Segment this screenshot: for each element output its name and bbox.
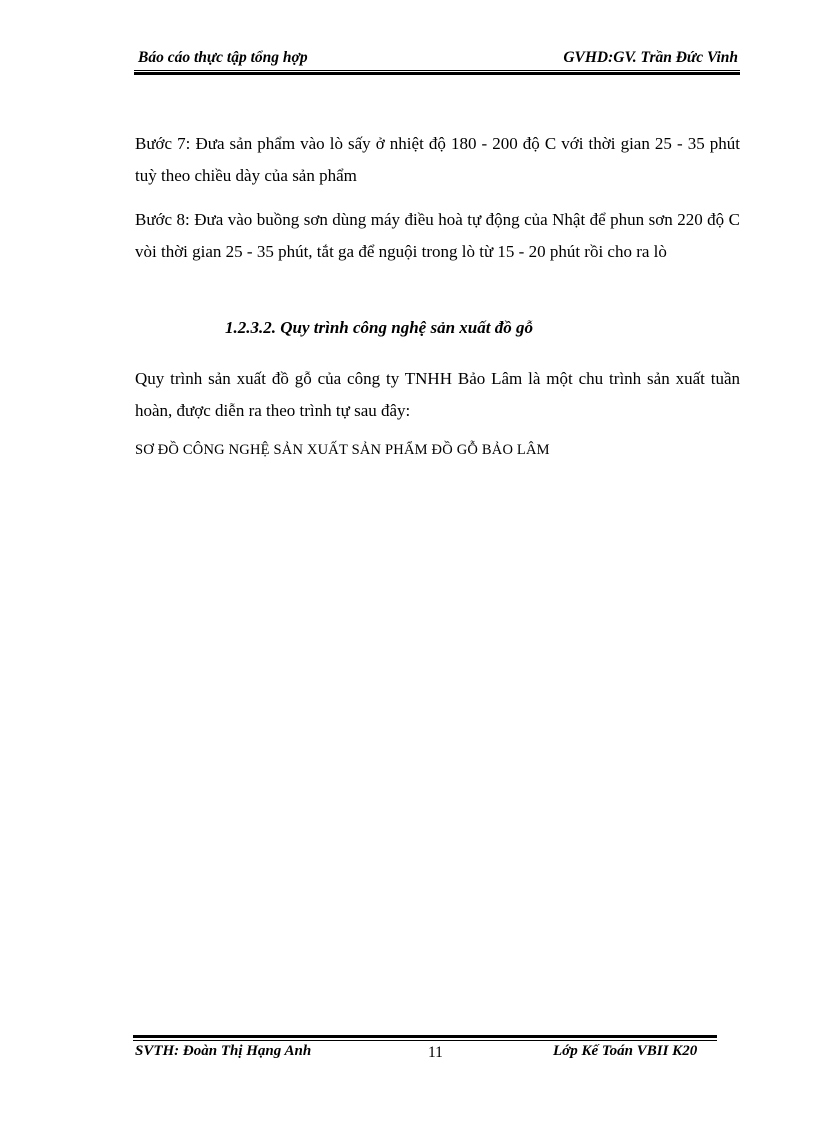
diagram-title: SƠ ĐỒ CÔNG NGHỆ SẢN XUẤT SẢN PHẨM ĐỒ GỖ BẢO LÂM xyxy=(135,442,550,458)
page-number: 11 xyxy=(428,1044,443,1061)
paragraph-process-intro: Quy trình sản xuất đồ gỗ của công ty TNHH Bảo Lâm là một chu trình sản xuất tuần hoàn, được diễn ra theo trình tự sau đây: xyxy=(135,369,740,420)
header-divider-thin xyxy=(134,70,740,71)
paragraph-step-8: Bước 8: Đưa vào buồng sơn dùng máy điều hoà tự động của Nhật để phun sơn 220 độ C vòi thời gian 25 - 35 phút, tắt ga để nguội trong lò từ 15 - 20 phút rồi cho ra lò xyxy=(135,210,740,261)
footer-divider-thin xyxy=(133,1040,717,1041)
paragraph-step-7: Bước 7: Đưa sản phẩm vào lò sấy ở nhiệt độ 180 - 200 độ C với thời gian 25 - 35 phút tuỳ theo chiều dày của sản phẩm xyxy=(135,134,740,185)
header-advisor: GVHD:GV. Trần Đức Vinh xyxy=(563,49,738,66)
footer-class-name: Lớp Kế Toán VBII K20 xyxy=(553,1043,698,1059)
section-heading: 1.2.3.2. Quy trình công nghệ sản xuất đồ gỗ xyxy=(225,318,533,337)
footer-student-name: SVTH: Đoàn Thị Hạng Anh xyxy=(135,1043,312,1059)
header-report-title: Báo cáo thực tập tổng hợp xyxy=(138,49,308,66)
header-divider-thick xyxy=(134,72,740,75)
footer-divider-thick xyxy=(133,1035,717,1038)
page-header xyxy=(134,47,740,69)
